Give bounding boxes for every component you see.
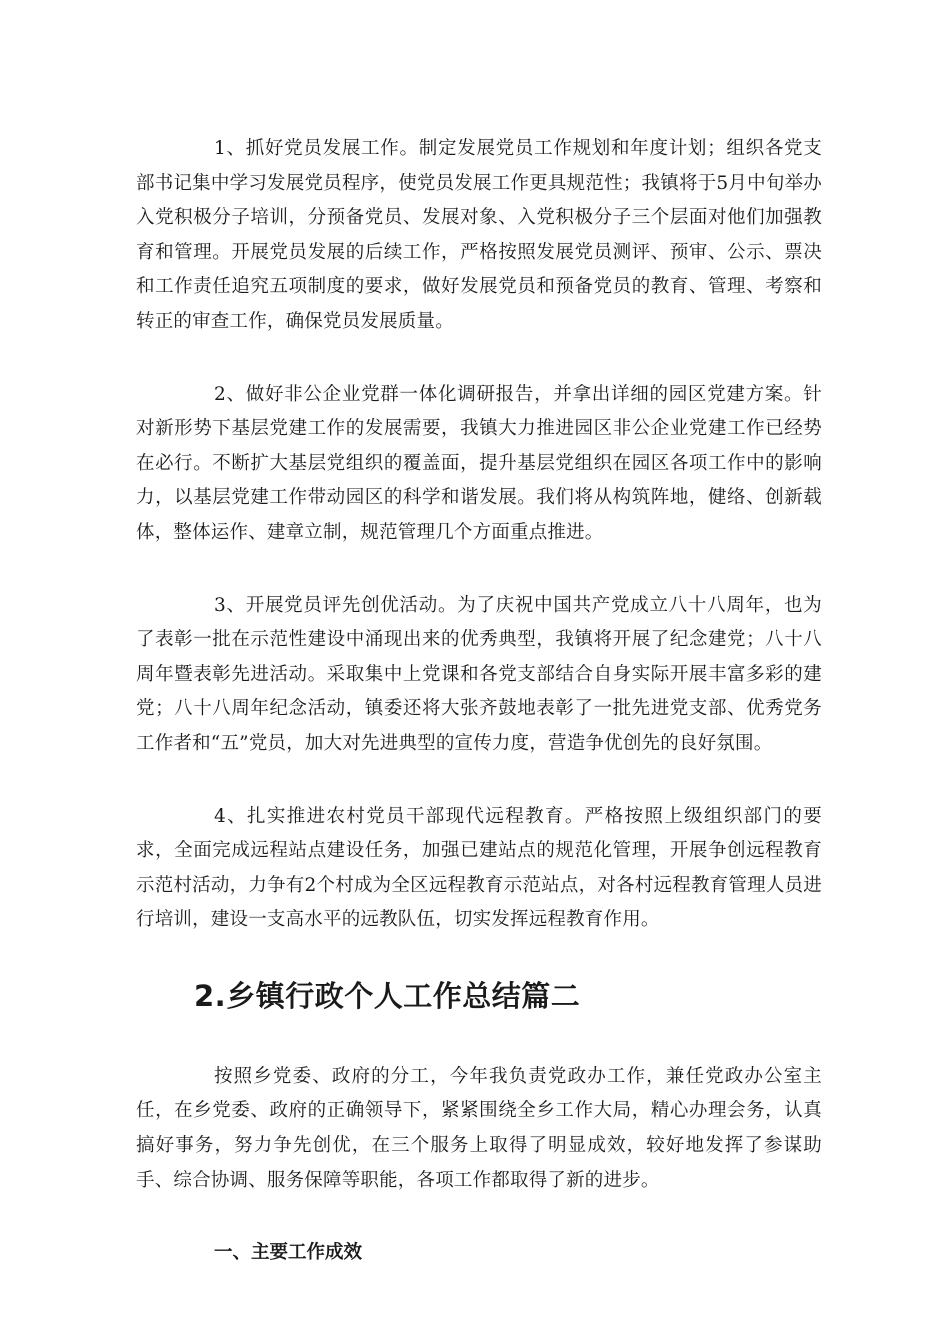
paragraph-merit-activities: 3、开展党员评先创优活动。为了庆祝中国共产党成立八十八周年，也为了表彰一批在示范性建设中涌现出来的优秀典型，我镇将开展了纪念建党；八十八周年暨表彰先进活动。采取集中上党课和各党支部结合自身实际开展丰富多彩的建党；八十八周年纪念活动，镇委还将大张齐鼓地表彰了一批先进党支部、优秀党务工作者和“五”党员，加大对先进典型的宣传力度，营造争优创先的良好氛围。 bbox=[136, 594, 822, 754]
paragraph-remote-education: 4、扎实推进农村党员干部现代远程教育。严格按照上级组织部门的要求，全面完成远程站点建设任务，加强已建站点的规范化管理，开展争创远程教育示范村活动，力争有2个村成为全区远程教育示范站点，对各村远程教育管理人员进行培训，建设一支高水平的远教队伍，切实发挥远程教育作用。 bbox=[136, 805, 822, 931]
paragraph-nonpublic-enterprise: 2、做好非公企业党群一体化调研报告，并拿出详细的园区党建方案。针对新形势下基层党建工作的发展需要，我镇大力推进园区非公企业党建工作已经势在必行。不断扩大基层党组织的覆盖面，提升基层党组织在园区各项工作中的影响力，以基层党建工作带动园区的科学和谐发展。我们将从构筑阵地，健络、创新载体，整体运作、建章立制，规范管理几个方面重点推进。 bbox=[136, 383, 822, 543]
document-page bbox=[136, 132, 822, 1270]
subheading-main-results: 一、主要工作成效 bbox=[214, 1242, 363, 1264]
paragraph-section-intro: 按照乡党委、政府的分工，今年我负责党政办工作，兼任党政办公室主任，在乡党委、政府的正确领导下，紧紧围绕全乡工作大局，精心办理会务，认真搞好事务，努力争先创优，在三个服务上取得了明显成效，较好地发挥了参谋助手、综合协调、服务保障等职能，各项工作都取得了新的进步。 bbox=[136, 1065, 822, 1191]
section-title: 2.乡镇行政个人工作总结篇二 bbox=[194, 978, 581, 1013]
paragraph-party-member-development: 1、抓好党员发展工作。制定发展党员工作规划和年度计划；组织各党支部书记集中学习发展党员程序，使党员发展工作更具规范性；我镇将于5月中旬举办入党积极分子培训，分预备党员、发展对象、入党积极分子三个层面对他们加强教育和管理。开展党员发展的后续工作，严格按照发展党员测评、预审、公示、票决和工作责任追究五项制度的要求，做好发展党员和预备党员的教育、管理、考察和转正的审查工作，确保党员发展质量。 bbox=[136, 138, 822, 332]
